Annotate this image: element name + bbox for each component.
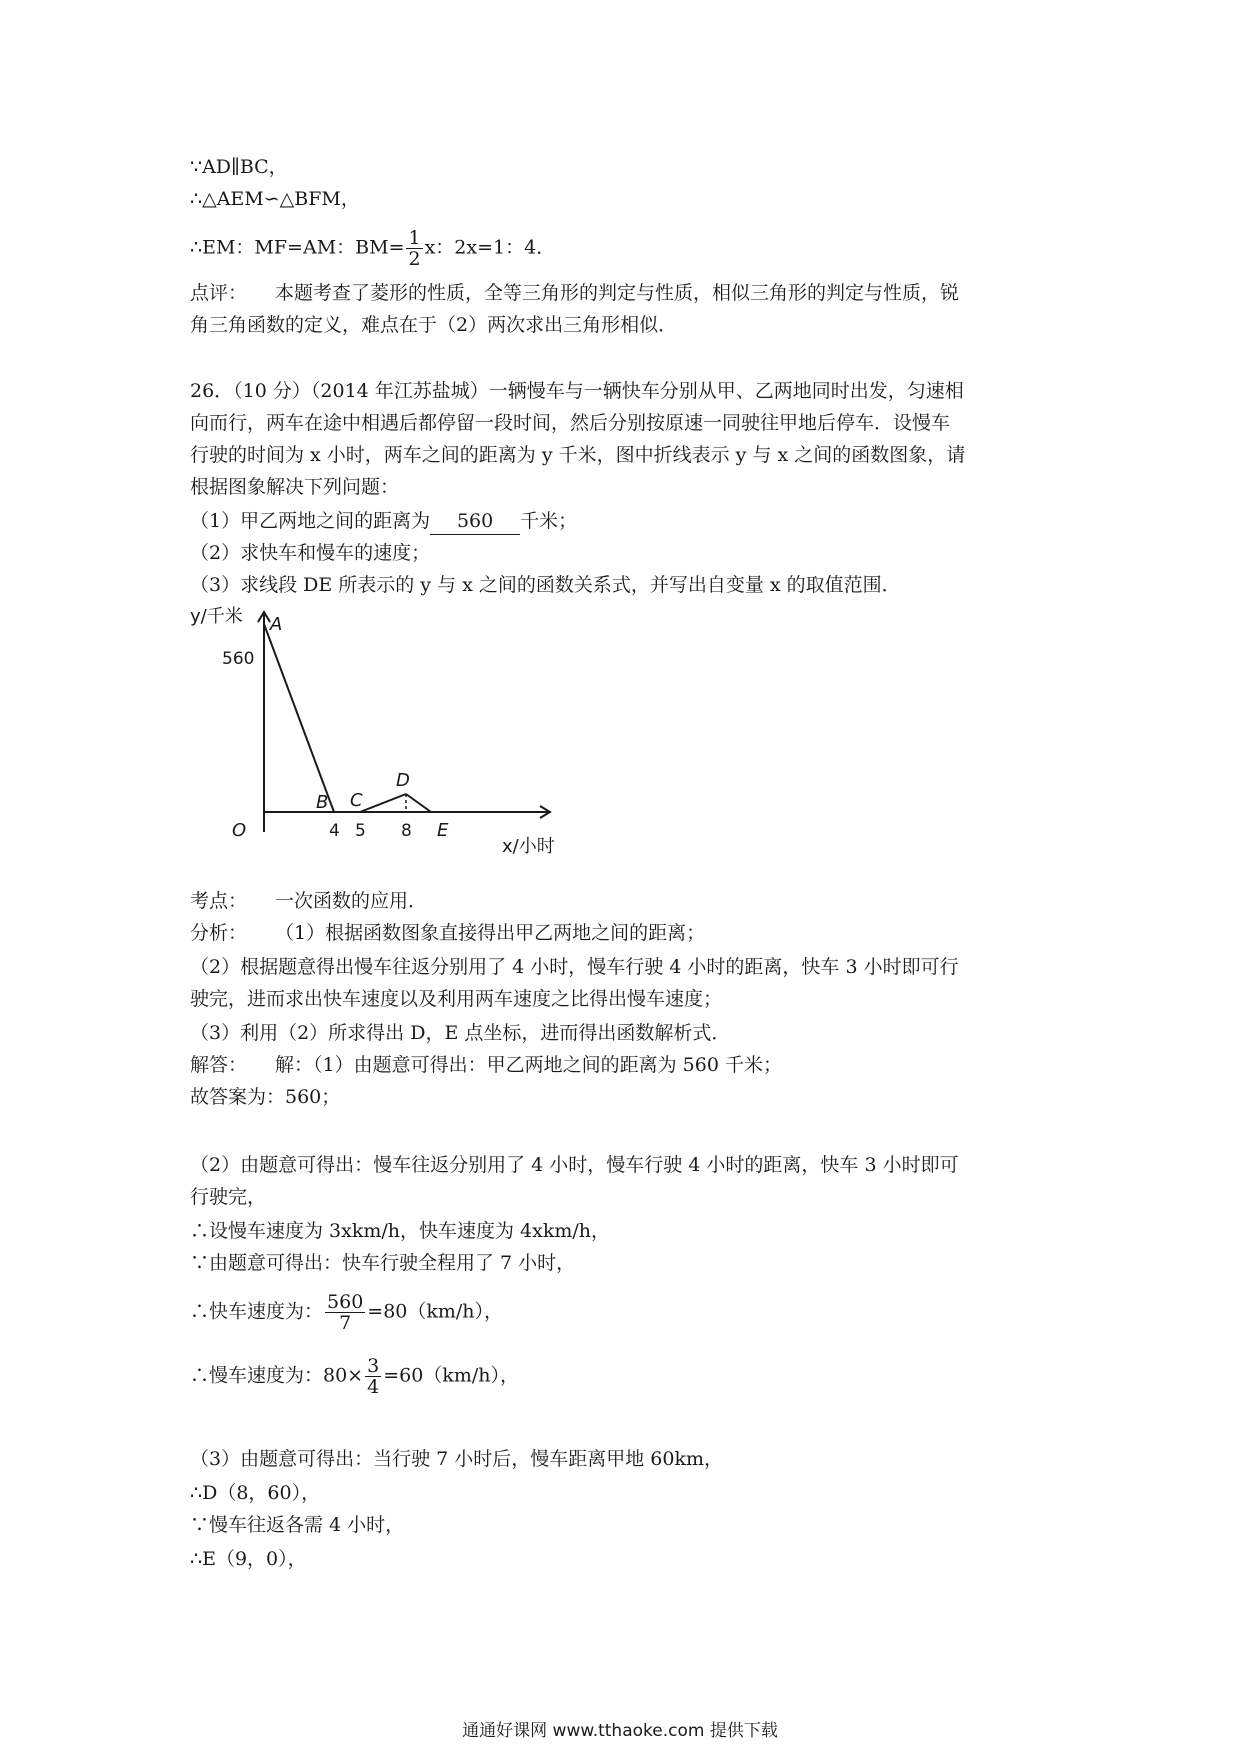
fraction-denominator: 2 (408, 248, 421, 270)
graph-marks (264, 614, 449, 841)
x-tick-label: 4 (329, 821, 340, 841)
review-text: 本题考查了菱形的性质，全等三角形的判定与性质，相似三角形的判定与性质，锐 (275, 282, 960, 304)
label: 分析： (190, 922, 248, 944)
graph-segment-DE (406, 794, 431, 812)
problem-text: 向而行，两车在途中相遇后都停留一段时间，然后分别按原速一同驶往甲地后停车．设慢车 (190, 412, 951, 434)
solution-line-slow-speed (190, 1356, 519, 1397)
solution-line: ∵慢车往返各需 4 小时， (190, 1514, 405, 1536)
text: =80（km/h）， (367, 1300, 504, 1323)
review-line: 角三角函数的定义，难点在于（2）两次求出三角形相似． (190, 314, 678, 336)
question-text: （1）甲乙两地之间的距离为 (190, 510, 431, 532)
fraction-denominator: 7 (339, 1312, 352, 1334)
problem-text: 26．（10 分）（2014 年江苏盐城）一辆慢车与一辆快车分别从甲、乙两地同时出发，匀速相 (190, 380, 964, 402)
x-axis-label: x/小时 (502, 836, 555, 857)
x-tick-label: 5 (355, 821, 366, 841)
question-3: （3）求线段 DE 所表示的 y 与 x 之间的函数关系式，并写出自变量 x 的取值范围． (190, 574, 901, 596)
page-footer: 通通好课网 www.tthaoke.com 提供下载 (462, 1721, 778, 1741)
solution-line: 行驶完， (190, 1186, 267, 1208)
point-label-B: B (316, 792, 329, 813)
analysis-line: （3）利用（2）所求得出 D，E 点坐标，进而得出函数解析式． (190, 1022, 731, 1044)
fraction (325, 1292, 365, 1333)
text: ∴快车速度为： (190, 1300, 324, 1323)
function-graph (180, 600, 580, 870)
point-label-C: C (350, 790, 363, 811)
y-tick-label: 560 (222, 649, 255, 669)
fraction-numerator: 1 (408, 227, 421, 249)
problem-text: 行驶的时间为 x 小时，两车之间的距离为 y 千米，图中折线表示 y 与 x 之间的函数图象，请 (190, 444, 966, 466)
proof-line: ∵AD∥BC， (190, 156, 288, 178)
point-label-A: A (270, 614, 283, 635)
fraction-numerator: 3 (367, 1355, 380, 1377)
fraction (365, 1356, 381, 1397)
solution-line (190, 1052, 782, 1078)
label: 解答： (190, 1054, 248, 1076)
solution-line: ∴设慢车速度为 3xkm/h，快车速度为 4xkm/h， (190, 1220, 611, 1242)
analysis-line: 驶完，进而求出快车速度以及利用两车速度之比得出慢车速度； (190, 988, 723, 1010)
proof-line-ratio (190, 228, 555, 269)
fraction-numerator: 560 (327, 1291, 364, 1313)
review-label: 点评： (190, 282, 248, 304)
question-text: 千米； (520, 510, 578, 532)
graph-segment-CD (360, 794, 406, 812)
question-2: （2）求快车和慢车的速度； (190, 542, 431, 564)
problem-text: 根据图象解决下列问题： (190, 476, 400, 498)
knowledge-point (190, 888, 427, 914)
solution-line: ∴D（8，60）， (190, 1482, 321, 1504)
text: 一次函数的应用． (275, 890, 428, 912)
solution-line-fast-speed (190, 1292, 503, 1333)
text: =60（km/h）， (383, 1364, 519, 1387)
text: （1）根据函数图象直接得出甲乙两地之间的距离； (275, 922, 706, 944)
review-line (190, 280, 959, 306)
text: x：2x=1：4． (424, 236, 556, 259)
answer-blank: 560 (430, 508, 520, 535)
text: ∴EM：MF=AM：BM= (190, 236, 405, 259)
analysis-line: （2）根据题意得出慢车往返分别用了 4 小时，慢车行驶 4 小时的距离，快车 3 小时即可行 (190, 956, 959, 978)
point-label-D: D (396, 770, 410, 791)
proof-line: ∴△AEM∽△BFM， (190, 188, 360, 210)
solution-line: ∴E（9，0）， (190, 1548, 307, 1570)
analysis-line (190, 920, 705, 946)
origin-label: O (232, 820, 247, 841)
point-label-E: E (437, 820, 449, 841)
text: ∴慢车速度为：80× (190, 1364, 364, 1387)
fraction-denominator: 4 (367, 1376, 380, 1398)
y-axis-label: y/千米 (190, 606, 243, 627)
x-tick-label: 8 (401, 821, 412, 841)
label: 考点： (190, 890, 248, 912)
solution-line: ∵由题意可得出：快车行驶全程用了 7 小时， (190, 1252, 576, 1274)
question-1 (190, 508, 577, 535)
graph-segment-AB (264, 624, 334, 812)
solution-line: 故答案为：560； (190, 1086, 341, 1108)
text: 解：（1）由题意可得出：甲乙两地之间的距离为 560 千米； (275, 1054, 782, 1076)
solution-line: （3）由题意可得出：当行驶 7 小时后，慢车距离甲地 60km， (190, 1448, 724, 1470)
solution-line: （2）由题意可得出：慢车往返分别用了 4 小时，慢车行驶 4 小时的距离，快车 3 小时即可 (190, 1154, 959, 1176)
fraction (406, 228, 422, 269)
